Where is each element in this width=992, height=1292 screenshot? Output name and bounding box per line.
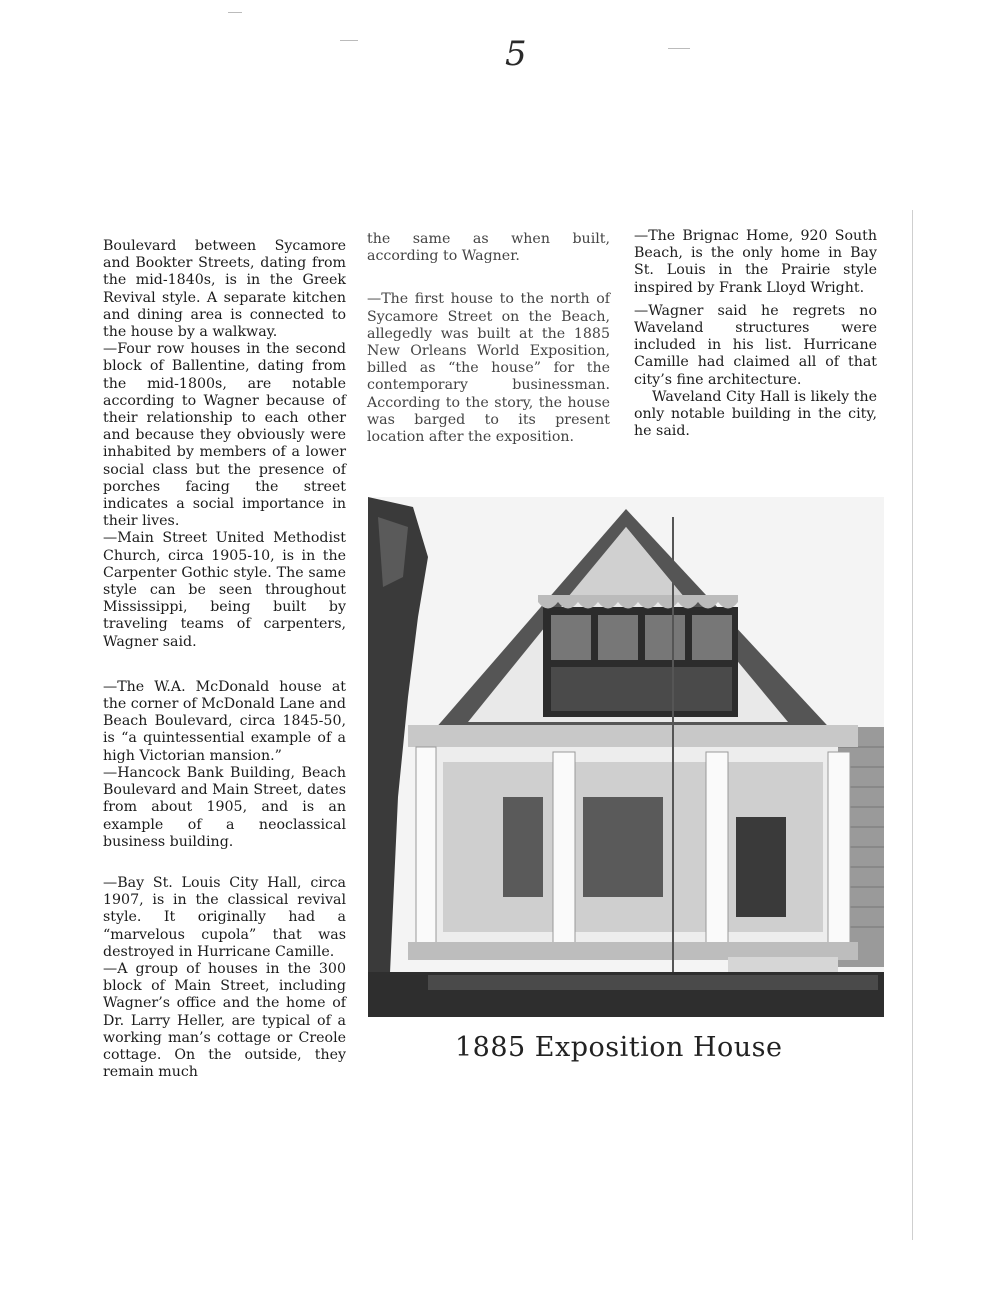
column-rule [912,210,913,1240]
article-paragraph: —A group of houses in the 300 block of Main Street, including Wagner’s office and the home of Dr. Larry Heller, are typical of a working man’s cottage or Creole cottage. On the outside, they remain much [103,960,346,1081]
article-paragraph: Boulevard between Sycamore and Bookter Streets, dating from the mid-1840s, is in the Greek Revival style. A separate kitchen and dining area is connected to the house by a walkway. [103,238,346,341]
page-number: 5 [505,34,527,74]
article-paragraph: —Four row houses in the second block of Ballentine, dating from the mid-1800s, are notable according to Wagner because of their relationship to each other and because they obviously were inhabited by members of a lower social class but the presence of porches facing the street indicates a social importance in their lives. [103,341,346,530]
article-column-right [634,228,877,440]
article-paragraph: —Hancock Bank Building, Beach Boulevard and Main Street, dates from about 1905, and is an example of a neoclassical business building. [103,764,346,850]
scan-mark [228,12,242,13]
house-illustration [368,497,884,1017]
article-paragraph: —The first house to the north of Sycamore Street on the Beach, allegedly was built at the 1885 New Orleans World Exposition, billed as “the house” for the contemporary businessman. According to the story, the house was barged to its present location after the exposition. [367,291,610,446]
article-paragraph: —The Brignac Home, 920 South Beach, is the only home in Bay St. Louis in the Prairie style inspired by Frank Lloyd Wright. [634,228,877,296]
article-paragraph: —Main Street United Methodist Church, circa 1905-10, is in the Carpenter Gothic style. The same style can be seen throughout Mississippi, being built by traveling teams of carpenters, Wagner said. [103,530,346,650]
scan-mark [668,48,690,49]
article-column-middle [367,231,610,446]
photo-caption: 1885 Exposition House [455,1032,783,1063]
scan-mark [340,40,358,41]
house-photo [368,497,884,1017]
article-paragraph: the same as when built, according to Wagner. [367,231,610,265]
article-paragraph: —Wagner said he regrets no Waveland structures were included in his list. Hurricane Camille had claimed all of that city’s fine architecture. [634,302,877,388]
article-column-left [103,238,346,1081]
article-paragraph: —The W.A. McDonald house at the corner of McDonald Lane and Beach Boulevard, circa 1845-50, is “a quintessential example of a high Victorian mansion.” [103,678,346,764]
article-paragraph: Waveland City Hall is likely the only notable building in the city, he said. [634,388,877,440]
article-paragraph: —Bay St. Louis City Hall, circa 1907, is in the classical revival style. It originally had a “marvelous cupola” that was destroyed in Hurricane Camille. [103,874,346,960]
